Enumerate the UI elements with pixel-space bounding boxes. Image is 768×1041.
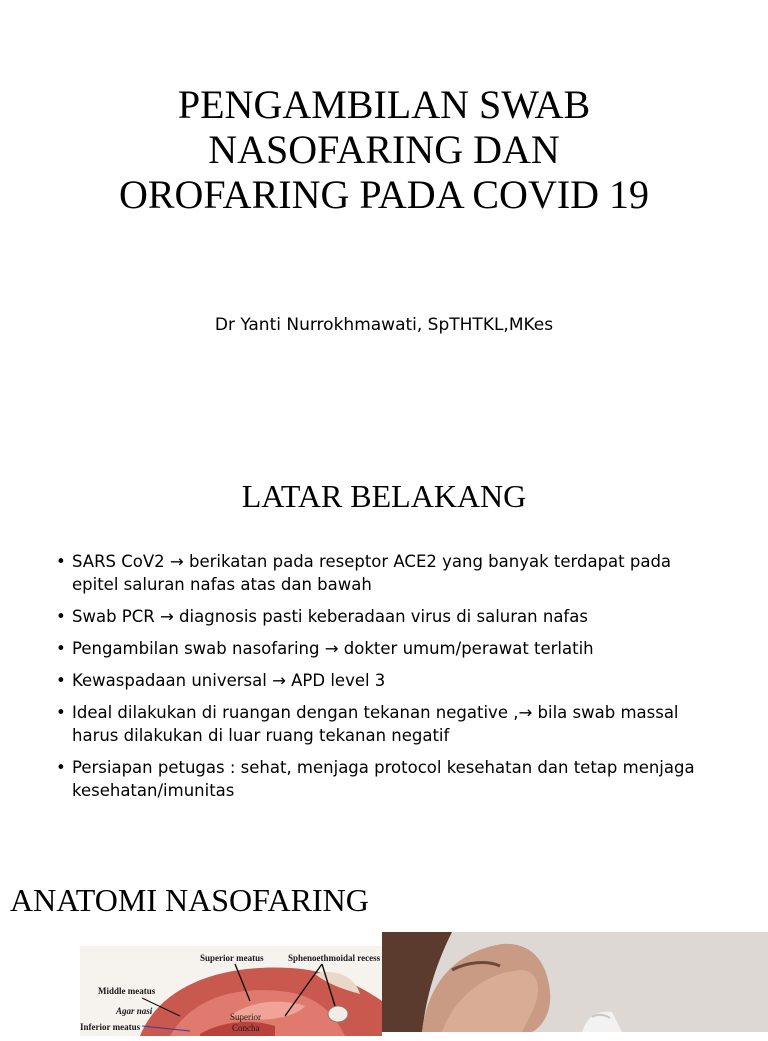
label-agar-nasi: Agar nasi: [116, 1006, 153, 1016]
bullet-item: • Persiapan petugas : sehat, menjaga protocol kesehatan dan tetap menjaga kesehatan/imunitas: [56, 756, 696, 802]
section-title: ANATOMI NASOFARING: [10, 882, 369, 918]
patient-photo-illustration: [382, 932, 768, 1032]
bullet-item: • SARS CoV2 → berikatan pada reseptor ACE2 yang banyak terdapat pada epitel saluran nafas atas dan bawah: [56, 550, 696, 596]
anatomy-slide: [0, 850, 768, 1033]
label-middle-meatus: Middle meatus: [98, 986, 156, 996]
background-slide: [0, 430, 768, 850]
label-superior-concha-1: Superior: [230, 1012, 261, 1022]
label-superior-concha-2: Concha: [232, 1023, 260, 1033]
bullet-item: • Pengambilan swab nasofaring → dokter umum/perawat terlatih: [56, 637, 696, 660]
bullet-list: [56, 550, 696, 811]
bullet-item: • Ideal dilakukan di ruangan dengan tekanan negative ,→ bila swab massal harus dilakukan di luar ruang tekanan negatif: [56, 701, 696, 747]
title-slide: [0, 0, 768, 430]
label-superior-meatus: Superior meatus: [200, 953, 264, 963]
bullet-item: • Swab PCR → diagnosis pasti keberadaan virus di saluran nafas: [56, 605, 696, 628]
section-title: LATAR BELAKANG: [241, 478, 527, 514]
author-name: Dr Yanti Nurrokhmawati, SpTHTKL,MKes: [214, 315, 554, 335]
swab-photo: [382, 932, 768, 1032]
slide-title: PENGAMBILAN SWAB NASOFARING DAN OROFARING PADA COVID 19: [118, 82, 650, 217]
label-sphenoethmoidal-recess: Sphenoethmoidal recess: [288, 953, 381, 963]
bullet-item: • Kewaspadaan universal → APD level 3: [56, 669, 696, 692]
nasal-anatomy-diagram: [80, 946, 382, 1036]
label-inferior-meatus: Inferior meatus: [80, 1022, 141, 1032]
